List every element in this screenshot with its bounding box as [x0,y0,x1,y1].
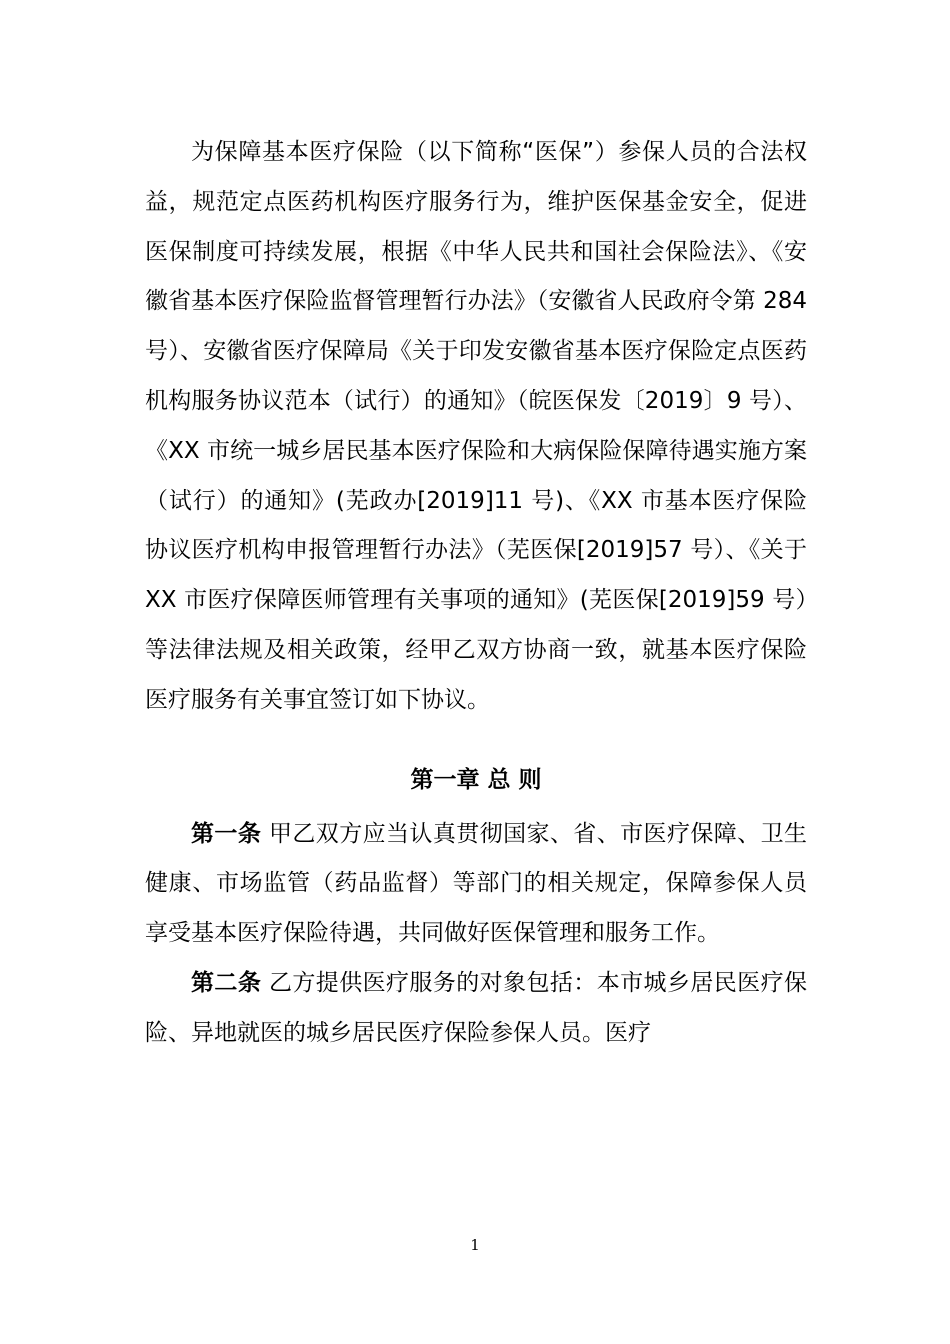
preamble-paragraph: 为保障基本医疗保险（以下简称“医保”）参保人员的合法权益，规范定点医药机构医疗服务行为，维护医保基金安全，促进医保制度可持续发展，根据《中华人民共和国社会保险法》、《安徽省基本医疗保险监督管理暂行办法》（安徽省人民政府令第 284 号）、安徽省医疗保障局《关于印发安徽省基本医疗保险定点医药机构服务协议范本（试行）的通知》（皖医保发〔2019〕9 号）、《XX 市统一城乡居民基本医疗保险和大病保险保障待遇实施方案（试行）的通知》(芜政办[2019]11 号)、《XX 市基本医疗保险协议医疗机构申报管理暂行办法》（芜医保[2019]57 号）、《关于 XX 市医疗保障医师管理有关事项的通知》(芜医保[2019]59 号）等法律法规及相关政策，经甲乙双方协商一致，就基本医疗保险医疗服务有关事宜签订如下协议。 [145,139,807,713]
article-text: 甲乙双方应当认真贯彻国家、省、市医疗保障、卫生健康、市场监管（药品监督）等部门的相关规定，保障参保人员享受基本医疗保险待遇，共同做好医保管理和服务工作。 [145,820,807,947]
article-text: 乙方提供医疗服务的对象包括：本市城乡居民医疗保险、异地就医的城乡居民医疗保险参保人员。医疗 [145,969,807,1046]
article-paragraph [145,810,807,959]
article-label: 第一条 [191,820,262,847]
article-paragraph [145,959,807,1059]
chapter-title: 第一章 总 则 [410,766,542,793]
page-number: 1 [470,1236,480,1254]
article-label: 第二条 [191,969,262,996]
document-body [145,128,807,1059]
